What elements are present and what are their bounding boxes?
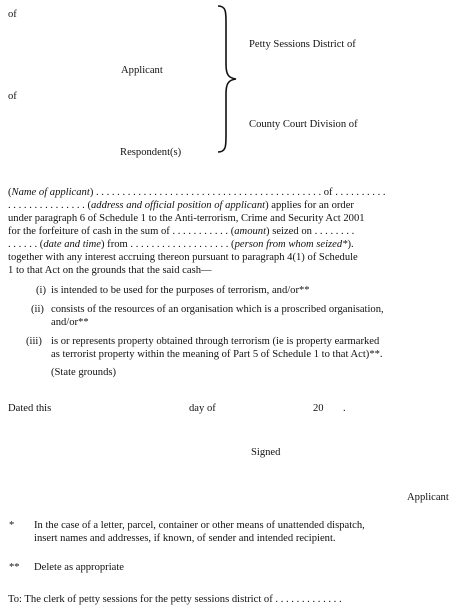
body-line-1-rest: ) . . . . . . . . . . . . . . . . . . . . . . . . . . . . . . . . . . . . . . . . . . . of . . . . . . . . . .: [89, 187, 386, 198]
body-line-6: together with any interest accruing thereon pursuant to paragraph 4(1) of Schedule: [8, 252, 358, 263]
signed-label: Signed: [251, 447, 281, 458]
footnote-mark-double-star: **: [9, 562, 20, 573]
item-i-number: (i): [36, 285, 46, 296]
body-line-2: [8, 199, 354, 212]
body-line-2-rest: ) applies for an order: [265, 200, 354, 211]
curly-brace: [214, 4, 240, 154]
name-of-applicant-field: Name of applicant: [11, 187, 90, 198]
body-line-4-rest: ) seized on . . . . . . . .: [266, 226, 355, 237]
item-iii-number: (iii): [26, 336, 42, 347]
footnote-star-text-2: insert names and addresses, if known, of sender and intended recipient.: [34, 533, 336, 544]
open-paren: (: [8, 187, 12, 198]
day-of-label: day of: [189, 403, 216, 414]
state-grounds: (State grounds): [51, 367, 117, 378]
date-time-field: date and time: [43, 239, 101, 250]
body-line-5-mid: ) from . . . . . . . . . . . . . . . . . . . (: [100, 239, 235, 250]
footnote-mark-star: *: [9, 520, 15, 531]
body-line-5-end: ).: [347, 239, 354, 250]
body-line-3: under paragraph 6 of Schedule 1 to the Anti-terrorism, Crime and Security Act 2001: [8, 213, 365, 224]
header-applicant-label: Applicant: [121, 65, 163, 76]
body-line-4-start: for the forfeiture of cash in the sum of . . . . . . . . . . . (: [8, 226, 235, 237]
address-position-field: address and official position of applicant: [90, 200, 266, 211]
person-seized-field: person from whom seized*: [234, 239, 348, 250]
body-line-5-dots: . . . . . . (: [8, 239, 44, 250]
header-of-1: of: [8, 9, 17, 20]
footnote-star-text-1: In the case of a letter, parcel, container or other means of unattended dispatch,: [34, 520, 365, 531]
dated-this-label: Dated this: [8, 403, 52, 414]
item-iii-text-1: is or represents property obtained through terrorism (ie is property earmarked: [51, 336, 380, 347]
year-prefix: 20: [313, 403, 324, 414]
dated-period: .: [343, 403, 346, 414]
amount-field: amount: [234, 226, 267, 237]
item-ii-number: (ii): [31, 304, 44, 315]
item-i-text: is intended to be used for the purposes of terrorism, and/or**: [51, 285, 310, 296]
body-line-1: [8, 186, 386, 199]
item-ii-text-2: and/or**: [51, 317, 89, 328]
header-of-2: of: [8, 91, 17, 102]
petty-sessions-district: Petty Sessions District of: [249, 39, 356, 50]
item-iii-text-2: as terrorist property within the meaning of Part 5 of Schedule 1 to that Act)**.: [51, 349, 383, 360]
body-line-7: 1 to that Act on the grounds that the said cash—: [8, 265, 212, 276]
to-clerk-line: To: The clerk of petty sessions for the petty sessions district of . . . . . . . . . . . . .: [8, 594, 342, 605]
header-respondent-label: Respondent(s): [120, 147, 182, 158]
body-line-2-dots: . . . . . . . . . . . . . . . (: [8, 200, 91, 211]
footnote-double-star-text: Delete as appropriate: [34, 562, 125, 573]
body-line-5: [8, 238, 354, 251]
item-ii-text-1: consists of the resources of an organisation which is a proscribed organisation,: [51, 304, 384, 315]
applicant-signature-label: Applicant: [407, 492, 449, 503]
county-court-division: County Court Division of: [249, 119, 358, 130]
body-line-4: [8, 225, 354, 238]
